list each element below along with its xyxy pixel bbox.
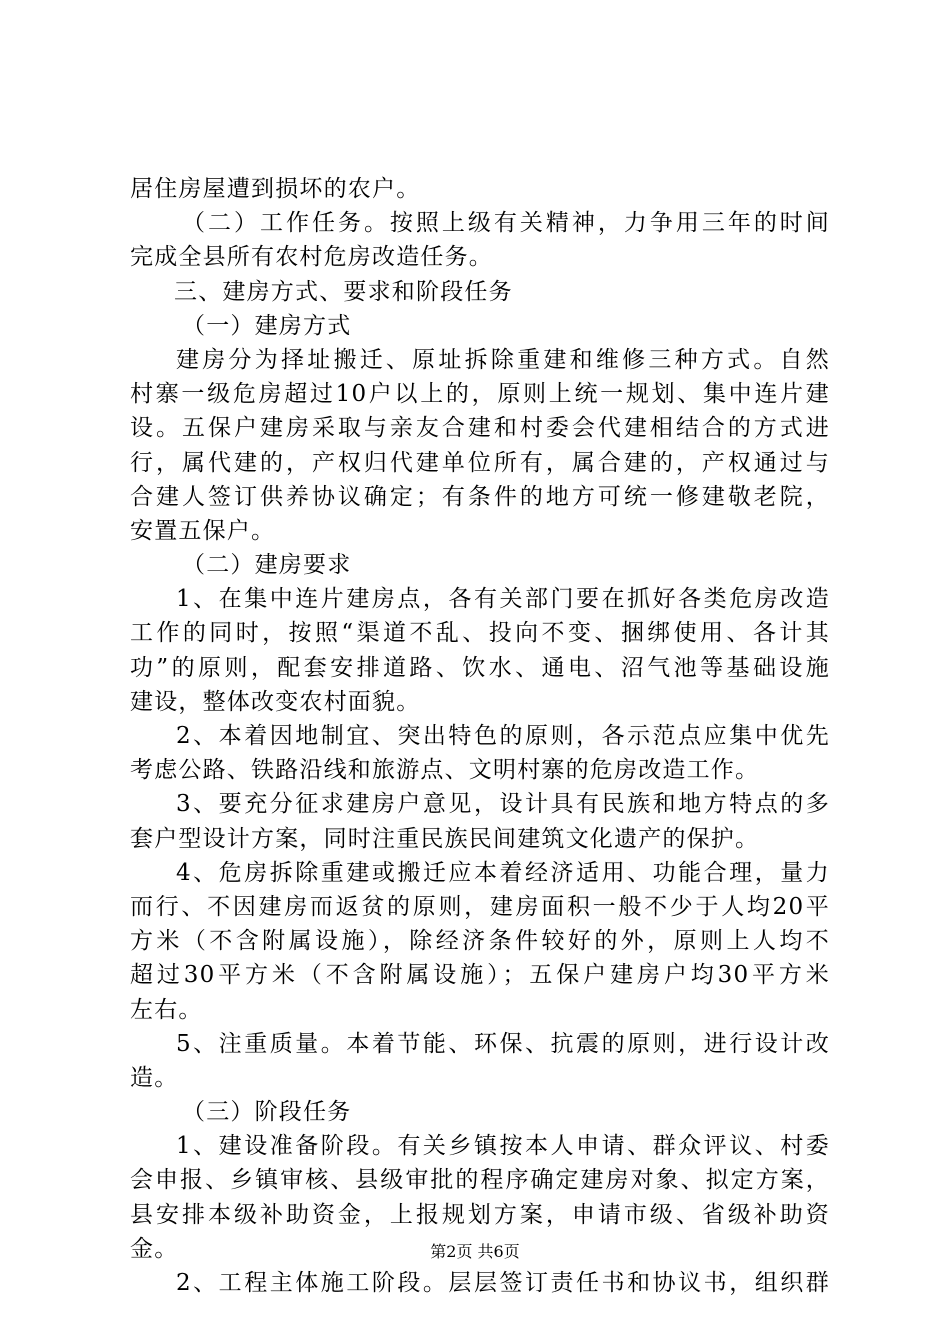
paragraph-line: 合建人签订供养协议确定；有条件的地方可统一修建敬老院， bbox=[130, 483, 830, 510]
paragraph-line: 套户型设计方案，同时注重民族民间建筑文化遗产的保护。 bbox=[130, 825, 760, 852]
paragraph-line: 方米（不含附属设施），除经济条件较好的外，原则上人均不 bbox=[130, 928, 830, 955]
subsection-heading: （一）建房方式 bbox=[182, 312, 352, 339]
paragraph-line: 1、建设准备阶段。有关乡镇按本人申请、群众评议、村委 bbox=[176, 1133, 830, 1160]
document-body bbox=[130, 172, 830, 1300]
paragraph-line: 建设，整体改变农村面貌。 bbox=[130, 688, 421, 715]
section-heading: 三、建房方式、要求和阶段任务 bbox=[174, 278, 513, 305]
paragraph-line: 行，属代建的，产权归代建单位所有，属合建的，产权通过与 bbox=[130, 449, 830, 476]
paragraph-line: 2、本着因地制宜、突出特色的原则，各示范点应集中优先 bbox=[176, 723, 830, 749]
paragraph-line: 而行、不因建房而返贫的原则，建房面积一般不少于人均20平 bbox=[130, 893, 830, 920]
paragraph-line: 村寨一级危房超过10户以上的，原则上统一规划、集中连片建 bbox=[130, 381, 830, 408]
paragraph-line: 安置五保户。 bbox=[130, 517, 276, 544]
paragraph-line: 工作的同时，按照“渠道不乱、投向不变、捆绑使用、各计其 bbox=[130, 620, 830, 647]
paragraph-line: 会申报、乡镇审核、县级审批的程序确定建房对象、拟定方案， bbox=[130, 1167, 830, 1194]
paragraph-line: 4、危房拆除重建或搬迁应本着经济适用、功能合理，量力 bbox=[176, 859, 830, 886]
paragraph-line: 考虑公路、铁路沿线和旅游点、文明村寨的危房改造工作。 bbox=[130, 757, 760, 784]
paragraph-line: 2、工程主体施工阶段。层层签订责任书和协议书，组织群 bbox=[176, 1270, 830, 1296]
paragraph-line: 造。 bbox=[130, 1064, 179, 1091]
paragraph-line: 居住房屋遭到损坏的农户。 bbox=[130, 176, 421, 202]
paragraph-line: 超过30平方米（不含附属设施）；五保户建房户均30平方米 bbox=[130, 962, 830, 989]
paragraph-line: 功”的原则，配套安排道路、饮水、通电、沼气池等基础设施 bbox=[130, 654, 830, 681]
subsection-heading: （二）建房要求 bbox=[182, 552, 352, 579]
page-number-footer: 第2页 共6页 bbox=[430, 1242, 520, 1261]
paragraph-line: 左右。 bbox=[130, 996, 203, 1023]
paragraph-line: （二）工作任务。按照上级有关精神，力争用三年的时间 bbox=[182, 210, 830, 237]
paragraph-line: 5、注重质量。本着节能、环保、抗震的原则，进行设计改 bbox=[176, 1030, 830, 1057]
paragraph-line: 金。 bbox=[130, 1235, 179, 1262]
paragraph-line: 县安排本级补助资金，上报规划方案，申请市级、省级补助资 bbox=[130, 1201, 830, 1228]
paragraph-line: 建房分为择址搬迁、原址拆除重建和维修三种方式。自然 bbox=[176, 346, 830, 373]
paragraph-line: 设。五保户建房采取与亲友合建和村委会代建相结合的方式进 bbox=[130, 415, 830, 442]
paragraph-line: 3、要充分征求建房户意见，设计具有民族和地方特点的多 bbox=[176, 791, 830, 818]
paragraph-line: 完成全县所有农村危房改造任务。 bbox=[130, 244, 493, 271]
subsection-heading: （三）阶段任务 bbox=[182, 1099, 352, 1126]
paragraph-line: 1、在集中连片建房点，各有关部门要在抓好各类危房改造 bbox=[176, 586, 830, 613]
